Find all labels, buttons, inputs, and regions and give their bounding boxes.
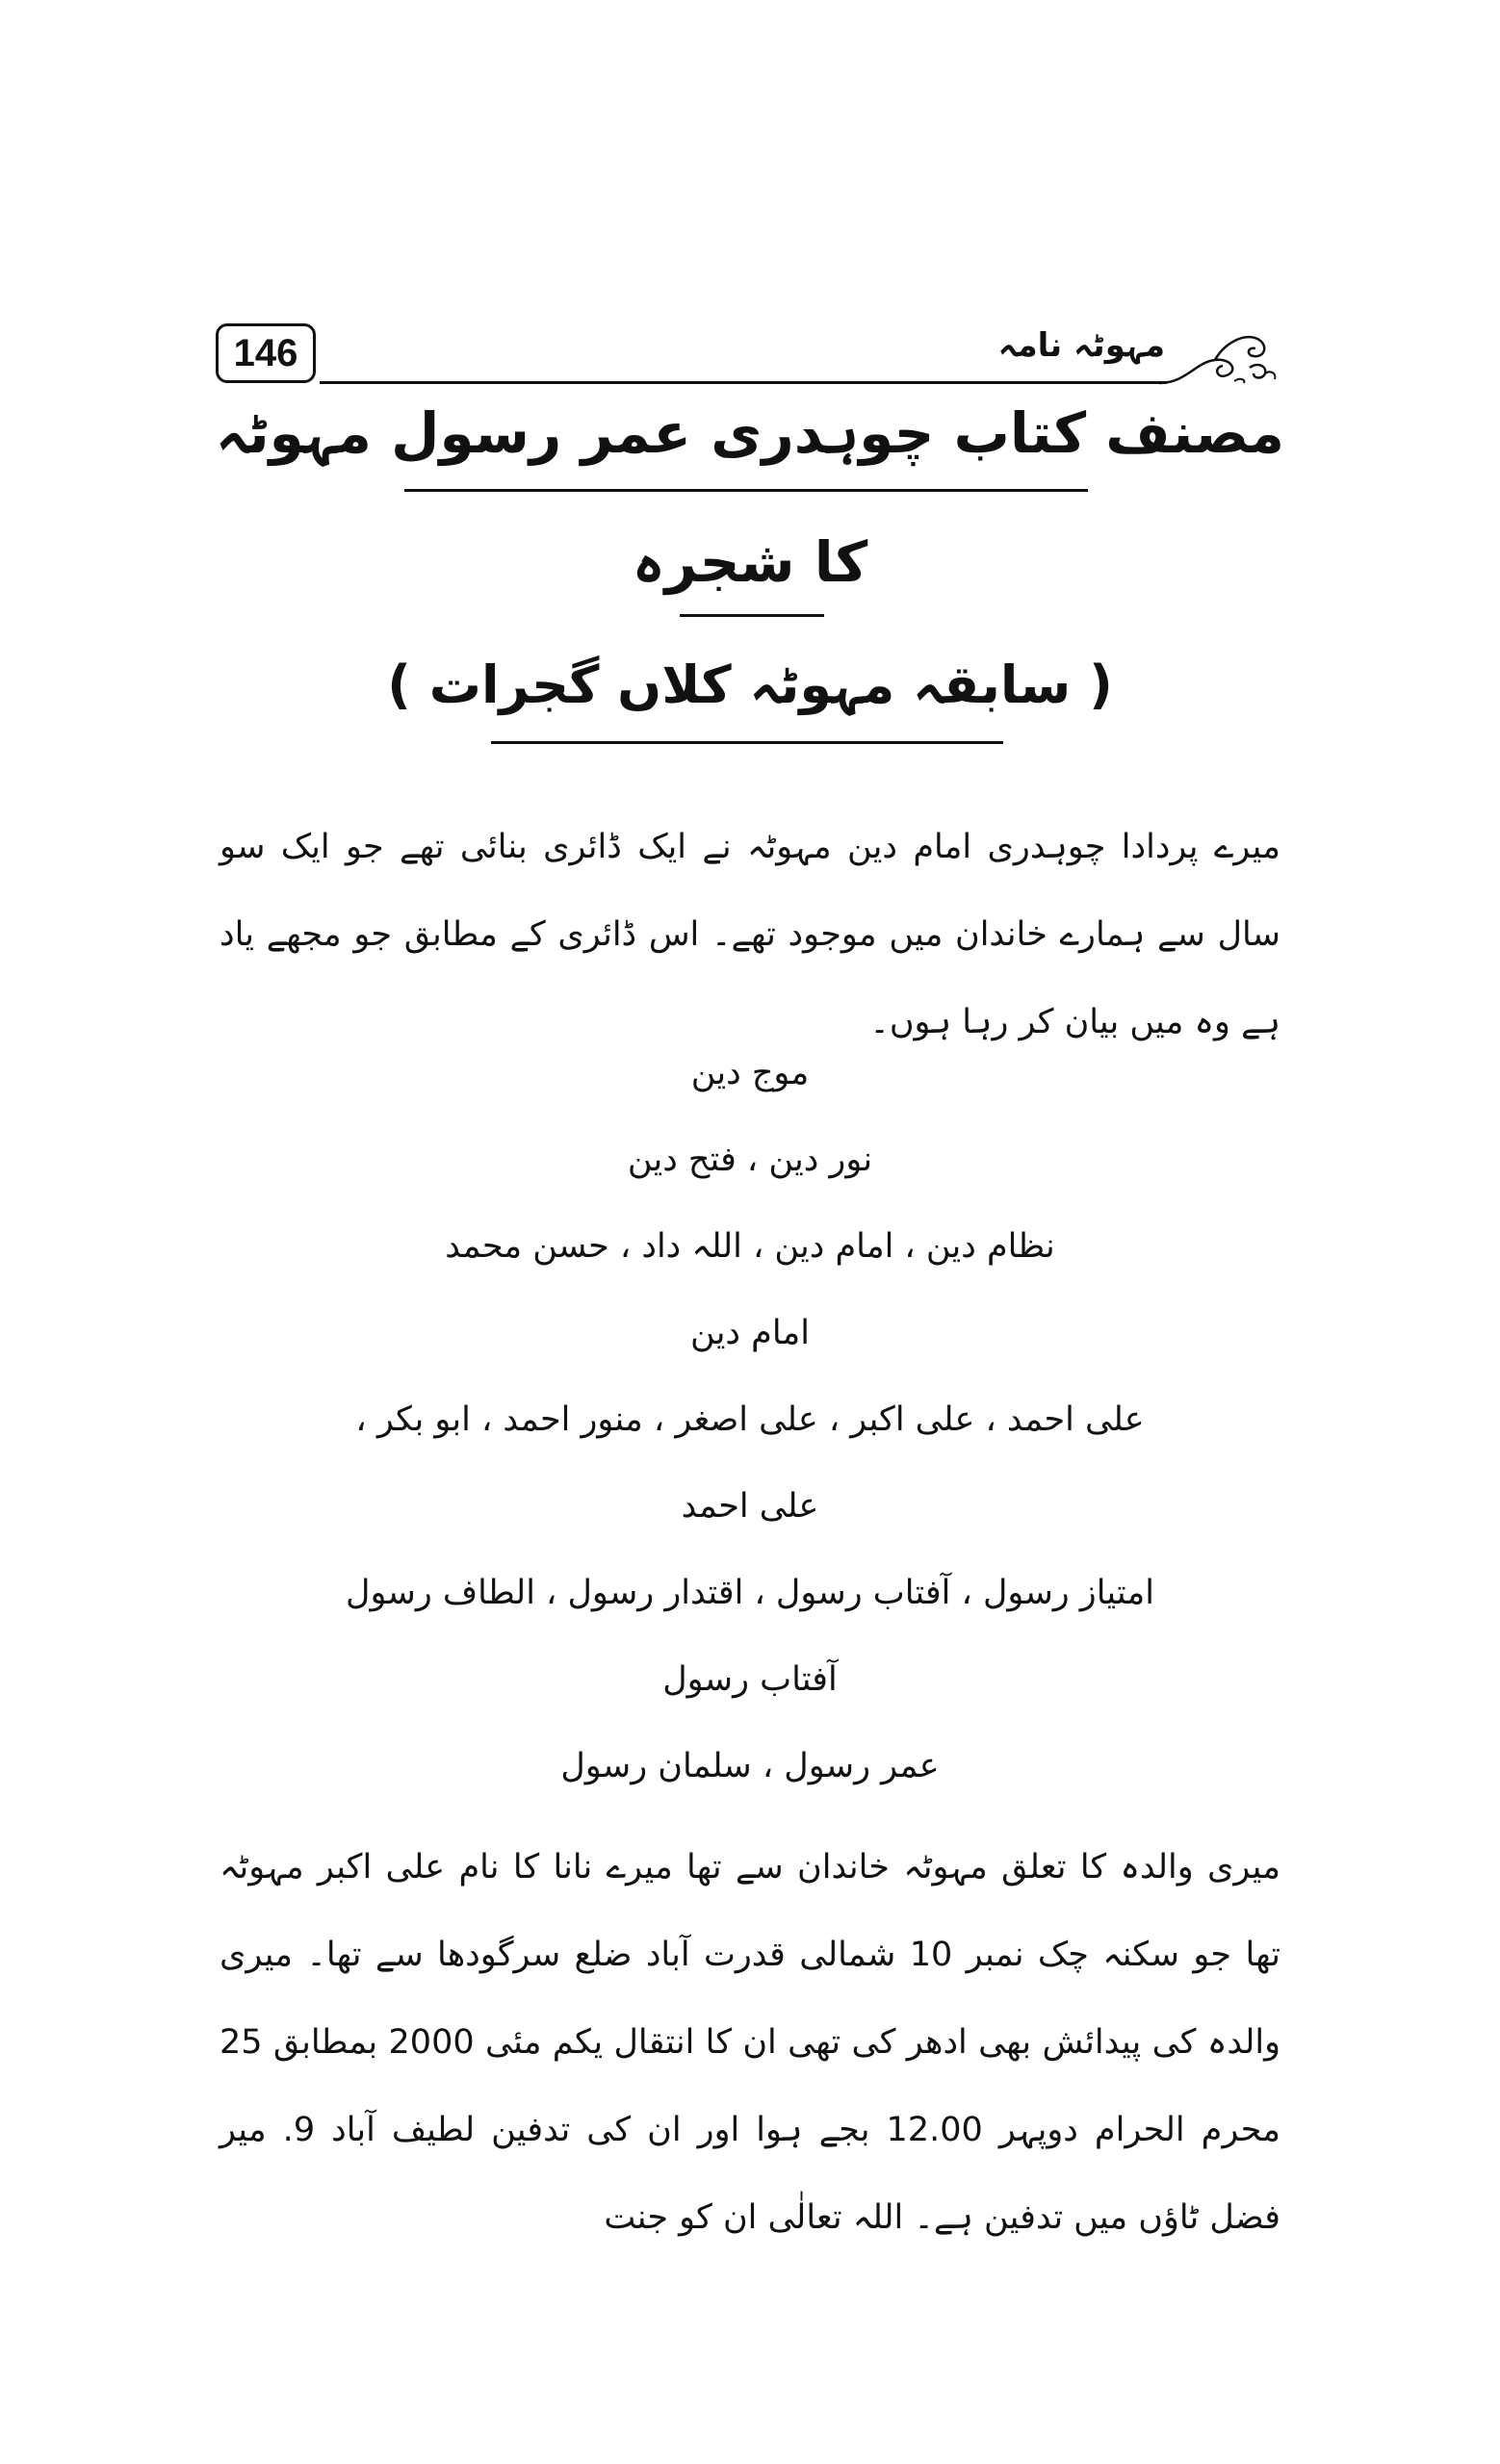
page-number: 146 bbox=[216, 323, 316, 383]
title-line-3: ( سابقہ مہوٹہ کلاں گجرات ) bbox=[387, 654, 1113, 715]
lineage-line: موج دین bbox=[690, 1054, 810, 1092]
running-title: مہوٹہ نامہ bbox=[997, 326, 1165, 365]
lineage-line: علی احمد bbox=[681, 1487, 819, 1526]
lineage-line: امتیاز رسول ، آفتاب رسول ، اقتدار رسول ، الطاف رسول bbox=[346, 1574, 1154, 1612]
header-rule bbox=[320, 381, 1167, 384]
family-lineage-list bbox=[0, 1030, 1500, 1810]
lineage-line: علی احمد ، علی اکبر ، علی اصغر ، منور احمد ، ابو بکر ، bbox=[355, 1400, 1145, 1439]
floral-flourish-icon bbox=[1157, 323, 1279, 387]
lineage-line: آفتاب رسول bbox=[662, 1660, 838, 1699]
title-underline bbox=[404, 489, 1088, 492]
title-line-2: کا شجرہ bbox=[632, 529, 868, 595]
closing-paragraph: میری والدہ کا تعلق مہوٹہ خاندان سے تھا میرے نانا کا نام علی اکبر مہوٹہ تھا جو سکنہ چک نمبر 10 شمالی قدرت آباد ضلع سرگودھا سے تھا۔ میری والدہ کی پیدائش بھی ادھر کی تھی ان کا انتقال یکم مئی 2000 بمطابق 25 محرم الحرام دوپہر 12.00 بجے ہوا اور ان کی تدفین لطیف آباد 9. میر فضل ٹاؤں میں تدفین ہے۔ اللہ تعالٰی ان کو جنت bbox=[220, 1848, 1280, 2237]
title-line-1: مصنف کتاب چوہدری عمر رسول مہوٹہ bbox=[215, 400, 1285, 466]
subtitle-2-underline bbox=[491, 741, 1003, 744]
lineage-line: امام دین bbox=[690, 1314, 810, 1352]
lineage-line: نظام دین ، امام دین ، اللہ داد ، حسن محمد bbox=[445, 1227, 1055, 1266]
page-header bbox=[216, 323, 1279, 398]
subtitle-underline bbox=[680, 614, 824, 617]
intro-paragraph: میرے پردادا چوہدری امام دین مہوٹہ نے ایک ڈائری بنائی تھے جو ایک سو سال سے ہمارے خاندان میں موجود تھے۔ اس ڈائری کے مطابق جو مجھے یاد ہے وہ میں بیان کر رہا ہوں۔ bbox=[220, 828, 1280, 1041]
lineage-line: نور دین ، فتح دین bbox=[627, 1141, 873, 1179]
lineage-line: عمر رسول ، سلمان رسول bbox=[560, 1747, 940, 1785]
